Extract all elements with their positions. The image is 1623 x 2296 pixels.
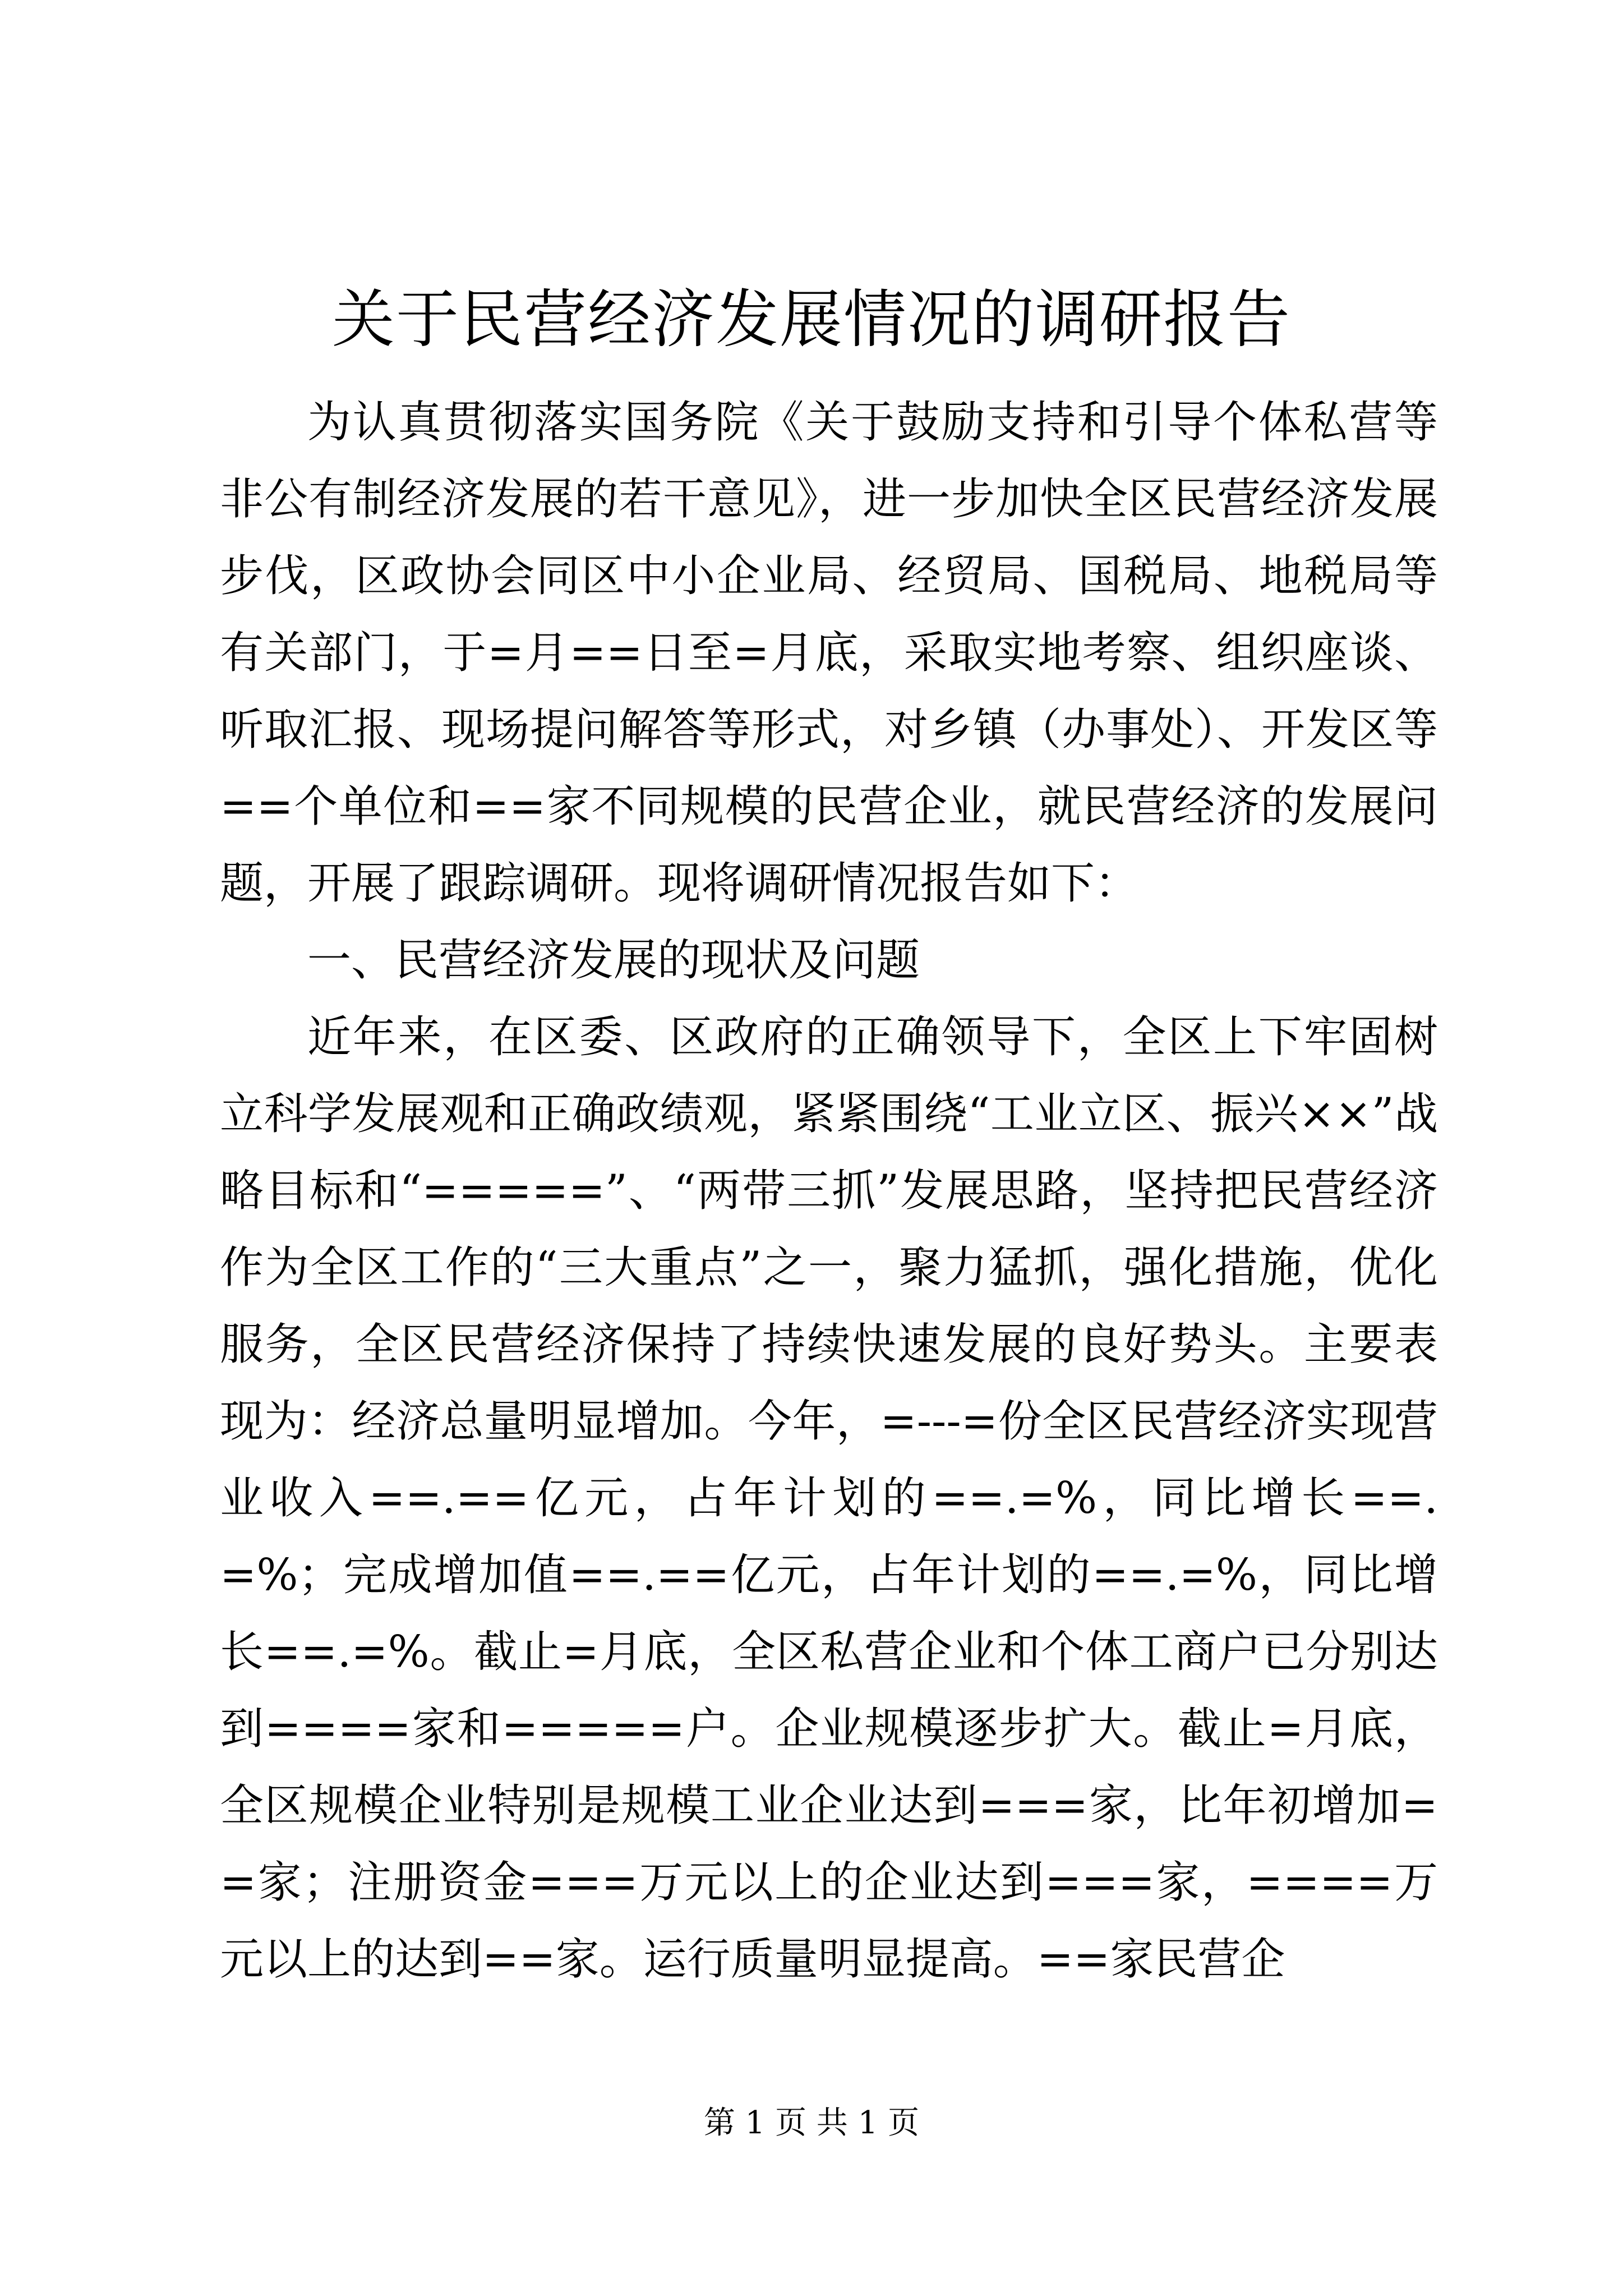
document-body	[220, 384, 1438, 1998]
document-title: 关于民营经济发展情况的调研报告	[332, 283, 1291, 356]
intro-paragraph: 为认真贯彻落实国务院《关于鼓励支持和引导个体私营等非公有制经济发展的若干意见》，进一步加快全区民营经济发展步伐，区政协会同区中小企业局、经贸局、国税局、地税局等有关部门，于=月==日至=月底，采取实地考察、组织座谈、听取汇报、现场提问解答等形式，对乡镇（办事处）、开发区等==个单位和==家不同规模的民营企业，就民营经济的发展问题，开展了跟踪调研。现将调研情况报告如下：	[220, 397, 1438, 909]
section-heading: 一、民营经济发展的现状及问题	[307, 935, 920, 986]
page-footer: 第 1 页 共 1 页	[703, 2105, 920, 2141]
body-paragraph: 近年来，在区委、区政府的正确领导下，全区上下牢固树立科学发展观和正确政绩观，紧紧围绕“工业立区、振兴××”战略目标和“=====”、“两带三抓”发展思路，坚持把民营经济作为全区工作的“三大重点”之一，聚力猛抓，强化措施，优化服务，全区民营经济保持了持续快速发展的良好势头。主要表现为：经济总量明显增加。今年，=---=份全区民营经济实现营业收入==.==亿元，占年计划的==.=%，同比增长==.=%；完成增加值==.==亿元，占年计划的==.=%，同比增长==.=%。截止=月底，全区私营企业和个体工商户已分别达到====家和=====户。企业规模逐步扩大。截止=月底，全区规模企业特别是规模工业企业达到===家，比年初增加==家；注册资金===万元以上的企业达到===家，====万元以上的达到==家。运行质量明显提高。==家民营企	[220, 1012, 1438, 1985]
